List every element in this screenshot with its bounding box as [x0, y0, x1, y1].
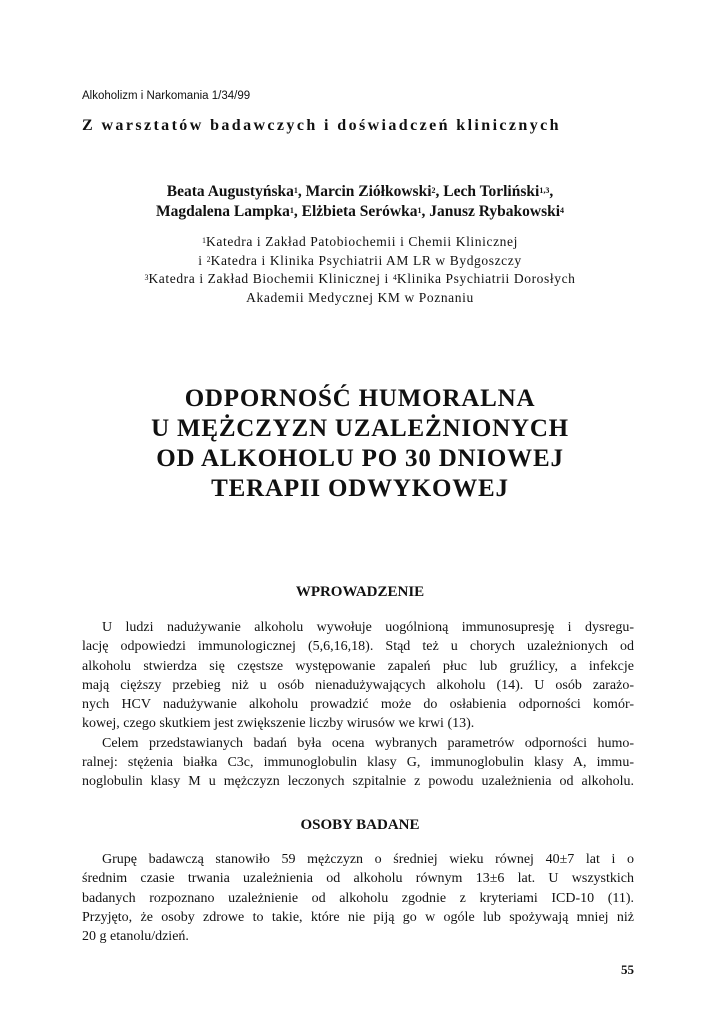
introduction-body — [82, 618, 634, 792]
author-name: Magdalena Lampka — [155, 203, 290, 220]
text-line: mają cięższy przebieg niż u osób nienadużywających alkoholu (14). U osób zarażo- — [82, 677, 634, 693]
title-line: OD ALKOHOLU PO 30 DNIOWEJ — [156, 445, 564, 472]
author-affiliation-mark: 2 — [431, 186, 436, 195]
affiliation-line — [80, 252, 640, 271]
affiliation-text: Katedra i Zakład Biochemii Klinicznej i — [148, 271, 393, 286]
affiliations — [80, 233, 640, 307]
author-name: Janusz Rybakowski — [429, 203, 561, 220]
author-line-1 — [80, 182, 640, 202]
author-name: Lech Torliński — [443, 183, 540, 200]
section-title-subjects: OSOBY BADANE — [300, 817, 420, 833]
subjects-body — [82, 850, 634, 946]
affiliation-line — [80, 233, 640, 252]
affiliation-mark: 2 — [206, 254, 211, 264]
author-separator: , — [293, 203, 302, 220]
author-name: Elżbieta Serówka — [301, 203, 418, 220]
author-list — [80, 182, 640, 222]
text-line: Grupę badawczą stanowiło 59 mężczyzn o średniej wieku równej 40±7 lat i o — [102, 852, 634, 867]
affiliation-line — [80, 270, 640, 289]
affiliation-mark: 4 — [392, 273, 397, 282]
text-line: alkoholu stwierdza się częstsze występowanie zapaleń płuc lub gruźlicy, a infekcje — [82, 658, 634, 674]
text-line: nych HCV nadużywanie alkoholu prowadzić może do osłabienia odporności komór- — [82, 697, 634, 713]
title-line: TERAPII ODWYKOWEJ — [211, 475, 509, 502]
text-line: Przyjęto, że osoby zdrowe to takie, które nie piją go w ogóle lub spożywają mniej niż — [82, 909, 634, 925]
affiliation-text: Klinika Psychiatrii Dorosłych — [396, 271, 576, 286]
text-line: noglobulin klasy M u mężczyzn leczonych szpitalnie z powodu uzależnienia od alkoholu. — [82, 774, 634, 790]
text-line: 20 g etanolu/dzień. — [82, 929, 189, 945]
page-number: 55 — [621, 962, 634, 977]
title-line: U MĘŻCZYZN UZALEŻNIONYCH — [151, 415, 569, 442]
text-line: lację odpowiedzi immunologicznej (5,6,16,18). Stąd też u chorych uzależnionych od — [82, 639, 634, 655]
affiliation-mark: 1 — [202, 236, 207, 245]
author-name: Marcin Ziółkowski — [305, 183, 432, 200]
author-affiliation-mark: 1 — [293, 186, 298, 195]
text-line: średnim czasie trwania uzależnienia od alkoholu równym 13±6 lat. U wszystkich — [82, 871, 634, 887]
affiliation-text: Katedra i Klinika Psychiatrii AM LR w Bydgoszczy — [210, 252, 522, 268]
affiliation-conjunction: i — [198, 252, 207, 268]
author-affiliation-mark: 1 — [417, 206, 422, 215]
affiliation-text: Akademii Medycznej KM w Poznaniu — [246, 289, 474, 305]
text-line: kowej, czego skutkiem jest zwiększenie liczby wirusów we krwi (13). — [82, 716, 475, 732]
text-line: ralnej: stężenia białka C3c, immunoglobulin klasy G, immunoglobulin klasy A, immu- — [82, 755, 634, 771]
text-line: U ludzi nadużywanie alkoholu wywołuje uogólnioną immunosupresję i dysregu- — [102, 620, 634, 635]
section-heading: Z warsztatów badawczych i doświadczeń klinicznych — [82, 117, 561, 134]
author-affiliation-mark: 1,3 — [539, 186, 550, 195]
author-separator: , — [549, 183, 554, 200]
article-title — [80, 384, 640, 504]
section-title-introduction: WPROWADZENIE — [295, 584, 425, 600]
title-line: ODPORNOŚĆ HUMORALNA — [184, 385, 536, 412]
author-separator: , — [421, 203, 430, 220]
affiliation-line — [80, 289, 640, 308]
author-affiliation-mark: 1 — [289, 206, 294, 215]
author-line-2 — [80, 202, 640, 222]
author-affiliation-mark: 4 — [560, 206, 565, 215]
author-separator: , — [297, 183, 306, 200]
text-line: badanych rozpoznano uzależnienie od alkoholu zgodnie z kryteriami ICD-10 (11). — [82, 890, 634, 906]
text-line: Celem przedstawianych badań była ocena wybranych parametrów odporności humo- — [102, 735, 634, 751]
author-name: Beata Augustyńska — [166, 183, 294, 200]
journal-reference: Alkoholizm i Narkomania 1/34/99 — [82, 90, 251, 102]
author-separator: , — [435, 183, 444, 200]
affiliation-mark: 3 — [144, 273, 149, 282]
affiliation-text: Katedra i Zakład Patobiochemii i Chemii Klinicznej — [206, 234, 518, 249]
